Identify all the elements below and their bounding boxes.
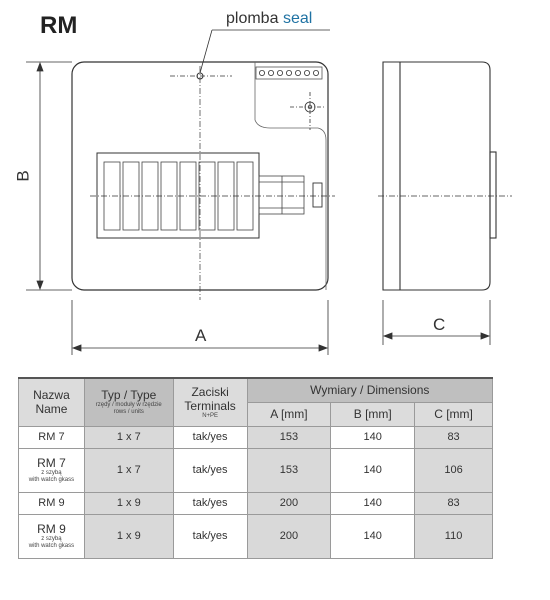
cell-terminals: tak/yes — [173, 514, 247, 558]
dim-c-label: C — [433, 315, 446, 334]
cell-a: 200 — [247, 514, 331, 558]
cell-type: 1 x 9 — [84, 492, 173, 514]
table-row — [19, 448, 493, 492]
seal-text: seal — [282, 10, 313, 27]
cell-name: RM 9 — [19, 492, 85, 514]
cell-b: 140 — [331, 514, 415, 558]
spec-table — [18, 377, 493, 559]
table-row — [19, 514, 493, 558]
cell-c: 83 — [415, 492, 493, 514]
module-window — [97, 153, 259, 238]
cell-b: 140 — [331, 448, 415, 492]
header-type: Typ / Type rzędy / moduły w rzędzie rows / units — [84, 378, 173, 426]
terminal-screws — [259, 70, 318, 75]
latch — [313, 183, 322, 207]
cell-name: RM 9 z szybą with watch gkass — [19, 514, 85, 558]
header-name: Nazwa Name — [19, 378, 85, 426]
cell-type: 1 x 7 — [84, 448, 173, 492]
cell-c: 106 — [415, 448, 493, 492]
terminal-strip — [256, 67, 322, 79]
cell-name: RM 7 — [19, 426, 85, 448]
header-col-b: B [mm] — [331, 402, 415, 426]
din-rail — [259, 176, 304, 214]
cell-a: 200 — [247, 492, 331, 514]
side-view — [383, 62, 496, 290]
cell-a: 153 — [247, 448, 331, 492]
dim-a-label: A — [195, 326, 207, 345]
cell-terminals: tak/yes — [173, 448, 247, 492]
cell-type: 1 x 7 — [84, 426, 173, 448]
header-col-a: A [mm] — [247, 402, 331, 426]
cell-type: 1 x 9 — [84, 514, 173, 558]
seal-leader — [200, 30, 212, 73]
cell-c: 110 — [415, 514, 493, 558]
cell-terminals: tak/yes — [173, 492, 247, 514]
fixing-screw — [290, 92, 325, 130]
cell-name: RM 7 z szybą with watch gkass — [19, 448, 85, 492]
header-dimensions: Wymiary / Dimensions — [247, 378, 492, 402]
table-row — [19, 426, 493, 448]
cell-terminals: tak/yes — [173, 426, 247, 448]
cell-c: 83 — [415, 426, 493, 448]
seal-label — [226, 10, 312, 28]
dim-b-label: B — [13, 170, 33, 182]
cell-b: 140 — [331, 426, 415, 448]
table-row — [19, 492, 493, 514]
cell-b: 140 — [331, 492, 415, 514]
product-title: RM — [40, 12, 78, 39]
cell-a: 153 — [247, 426, 331, 448]
plomba-text: plomba — [226, 10, 279, 27]
header-terminals: Zaciski Terminals N+PE — [173, 378, 247, 426]
header-col-c: C [mm] — [415, 402, 493, 426]
